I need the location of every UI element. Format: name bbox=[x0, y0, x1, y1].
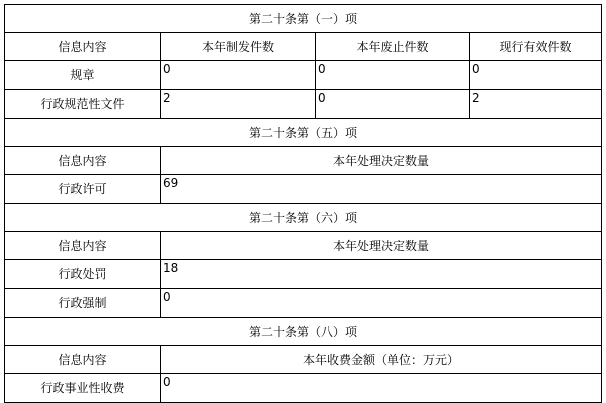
section-title: 第二十条第（五）项 bbox=[5, 119, 602, 147]
row-label: 行政许可 bbox=[5, 175, 161, 204]
header-row bbox=[5, 346, 602, 374]
header-cell: 信息内容 bbox=[5, 232, 161, 260]
value-cell: 18 bbox=[161, 260, 602, 289]
header-row bbox=[5, 147, 602, 175]
value-cell: 0 bbox=[470, 61, 602, 90]
header-cell: 本年废止件数 bbox=[316, 33, 470, 61]
header-row bbox=[5, 232, 602, 260]
value-cell: 69 bbox=[161, 175, 602, 204]
value-cell: 2 bbox=[470, 90, 602, 119]
row-label: 行政事业性收费 bbox=[5, 374, 161, 403]
section-title-row bbox=[5, 119, 602, 147]
header-cell: 信息内容 bbox=[5, 33, 161, 61]
section-title: 第二十条第（六）项 bbox=[5, 204, 602, 232]
row-label: 行政强制 bbox=[5, 289, 161, 318]
section-title: 第二十条第（八）项 bbox=[5, 318, 602, 346]
value-cell: 2 bbox=[161, 90, 316, 119]
row-label: 行政规范性文件 bbox=[5, 90, 161, 119]
header-cell: 本年收费金额（单位：万元） bbox=[161, 346, 602, 374]
table-row bbox=[5, 175, 602, 204]
table-row bbox=[5, 374, 602, 403]
section-title-row bbox=[5, 204, 602, 232]
table-row bbox=[5, 289, 602, 318]
table-row bbox=[5, 61, 602, 90]
header-cell: 本年处理决定数量 bbox=[161, 232, 602, 260]
header-cell: 现行有效件数 bbox=[470, 33, 602, 61]
disclosure-table bbox=[4, 4, 602, 403]
value-cell: 0 bbox=[161, 61, 316, 90]
value-cell: 0 bbox=[316, 90, 470, 119]
value-cell: 0 bbox=[316, 61, 470, 90]
header-cell: 本年处理决定数量 bbox=[161, 147, 602, 175]
table-row bbox=[5, 260, 602, 289]
header-row bbox=[5, 33, 602, 61]
header-cell: 信息内容 bbox=[5, 147, 161, 175]
section-title-row bbox=[5, 318, 602, 346]
value-cell: 0 bbox=[161, 374, 602, 403]
row-label: 行政处罚 bbox=[5, 260, 161, 289]
section-title-row bbox=[5, 5, 602, 33]
header-cell: 本年制发件数 bbox=[161, 33, 316, 61]
section-title: 第二十条第（一）项 bbox=[5, 5, 602, 33]
value-cell: 0 bbox=[161, 289, 602, 318]
header-cell: 信息内容 bbox=[5, 346, 161, 374]
table-row bbox=[5, 90, 602, 119]
row-label: 规章 bbox=[5, 61, 161, 90]
